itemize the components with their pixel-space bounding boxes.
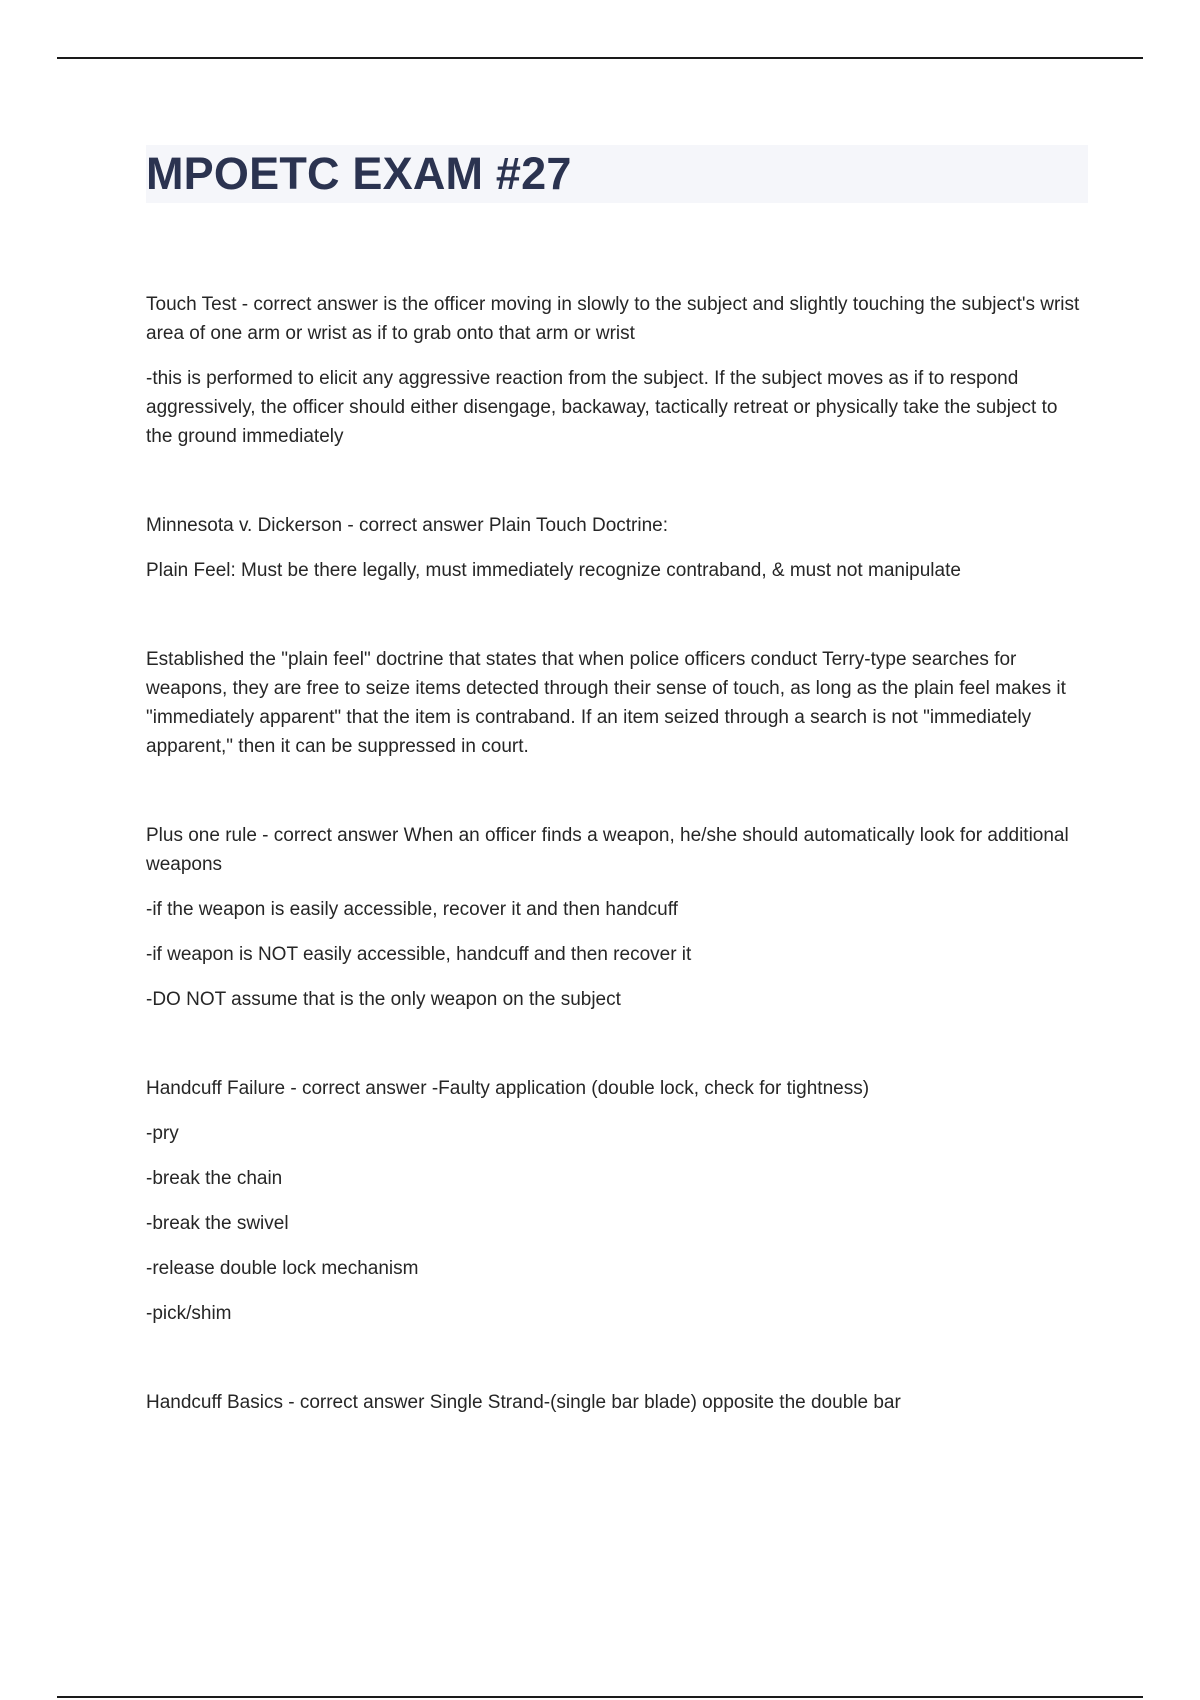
entry-paragraph: Handcuff Failure - correct answer -Faulty application (double lock, check for tightness) (146, 1078, 870, 1099)
entry-paragraph: -if weapon is NOT easily accessible, handcuff and then recover it (146, 944, 692, 965)
entry-paragraph: Minnesota v. Dickerson - correct answer Plain Touch Doctrine: (146, 515, 669, 536)
entry-handcuff-basics (146, 1388, 1086, 1417)
entry-handcuff-failure (146, 1074, 1086, 1328)
entry-paragraph: -break the swivel (146, 1213, 289, 1234)
entry-minnesota-v-dickerson (146, 511, 1086, 585)
top-rule (57, 57, 1143, 59)
entry-paragraph: -DO NOT assume that is the only weapon on the subject (146, 989, 621, 1010)
entry-plus-one-rule (146, 821, 1086, 1014)
entry-paragraph: Handcuff Basics - correct answer Single Strand-(single bar blade) opposite the double bar (146, 1392, 901, 1413)
entry-paragraph: -pick/shim (146, 1303, 232, 1324)
entry-spacer (146, 1030, 1086, 1074)
entry-paragraph: -release double lock mechanism (146, 1258, 419, 1279)
entry-paragraph: Plus one rule - correct answer When an officer finds a weapon, he/she should automatically look for additional weapons (146, 825, 1069, 875)
document-title: MPOETC EXAM #27 (146, 148, 572, 199)
entry-paragraph: Plain Feel: Must be there legally, must immediately recognize contraband, & must not manipulate (146, 560, 961, 581)
entry-paragraph: -this is performed to elicit any aggressive reaction from the subject. If the subject moves as if to respond aggressively, the officer should either disengage, backaway, tactically retreat or physically take the subject to the ground immediately (146, 368, 1058, 447)
entry-spacer (146, 1344, 1086, 1388)
entry-paragraph: Touch Test - correct answer is the officer moving in slowly to the subject and slightly touching the subject's wrist area of one arm or wrist as if to grab onto that arm or wrist (146, 294, 1080, 344)
entry-paragraph: -break the chain (146, 1168, 283, 1189)
entry-spacer (146, 601, 1086, 645)
entry-spacer (146, 777, 1086, 821)
entry-paragraph: -if the weapon is easily accessible, recover it and then handcuff (146, 899, 678, 920)
entry-touch-test (146, 290, 1086, 451)
entry-spacer (146, 467, 1086, 511)
entry-paragraph: -pry (146, 1123, 179, 1144)
document-body (146, 290, 1086, 1433)
entry-paragraph: Established the "plain feel" doctrine that states that when police officers conduct Terry-type searches for weapons, they are free to seize items detected through their sense of touch, as long as the plain feel makes it "immediately apparent" that the item is contraband. If an item seized through a search is not "immediately apparent," then it can be suppressed in court. (146, 649, 1066, 757)
entry-plain-feel-doctrine (146, 645, 1086, 761)
bottom-rule (57, 1696, 1143, 1698)
